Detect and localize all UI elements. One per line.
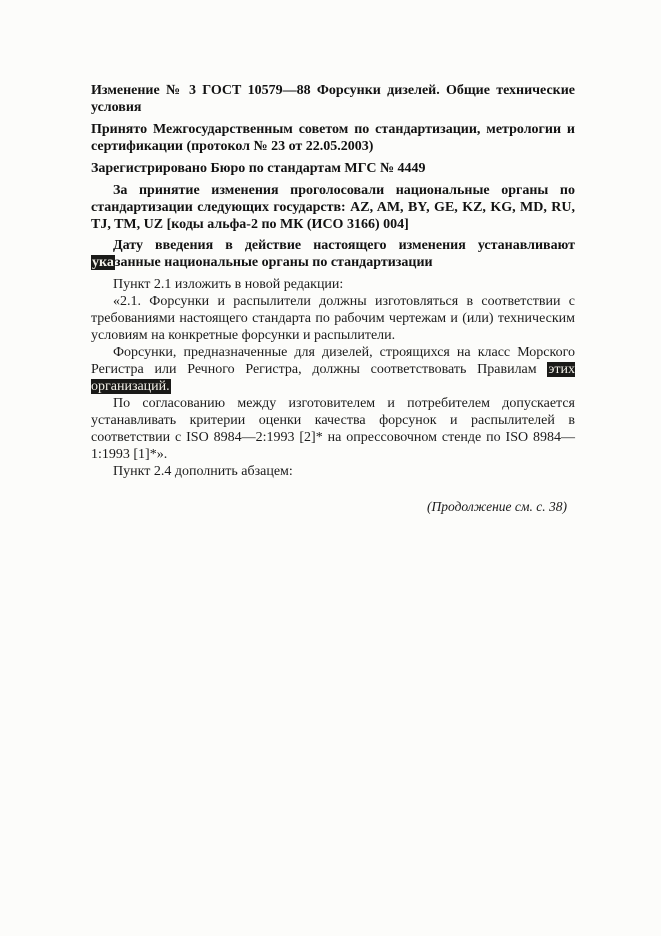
continuation-note: (Продолжение см. с. 38) — [427, 499, 567, 514]
paragraph-accepted: Принято Межгосударственным советом по стандартизации, метрологии и сертификации (протокол № 23 от 22.05.2003) — [91, 122, 575, 154]
scan-smudge: этих организаций. — [91, 362, 575, 394]
paragraph-voted-states: За принятие изменения проголосовали национальные органы по стандартизации следующих государств: AZ, AM, BY, GE, KZ, KG, MD, RU, TJ, TM, UZ [коды альфа-2 по МК (ИСО 3166) 004] — [91, 183, 575, 232]
paragraph-clause-2-1-text: «2.1. Форсунки и распылители должны изготовляться в соответствии с требованиями настоящего стандарта по рабочим чертежам и (или) техническим условиям на конкретные форсунки и распылители. — [91, 294, 575, 343]
text-run: занные национальные органы по стандартизации — [114, 255, 433, 270]
paragraph-clause-2-1-intro: Пункт 2.1 изложить в новой редакции: — [113, 277, 344, 292]
scan-smudge: ука — [92, 255, 114, 270]
paragraph-clause-2-4: Пункт 2.4 дополнить абзацем: — [113, 464, 293, 479]
paragraph-register-requirements — [91, 344, 575, 395]
paragraph-effective-date — [91, 237, 575, 271]
text-run: Форсунки, предназначенные для дизелей, строящихся на класс Морского Регистра или Речного Регистра, должны соответствовать Правилам — [91, 345, 575, 377]
amendment-heading: Изменение № 3 ГОСТ 10579—88 Форсунки дизелей. Общие технические условия — [91, 83, 575, 115]
text-run: Дату введения в действие настоящего изменения устанавливают — [113, 238, 575, 253]
paragraph-registered: Зарегистрировано Бюро по стандартам МГС № 4449 — [91, 161, 426, 176]
paragraph-iso-note: По согласованию между изготовителем и потребителем допускается устанавливать критерии оценки качества форсунок и распылителей в соответствии с ISO 8984—2:1993 [2]* на опрессовочном стенде по ISO 8984—1:1993 [1]*». — [91, 396, 575, 462]
